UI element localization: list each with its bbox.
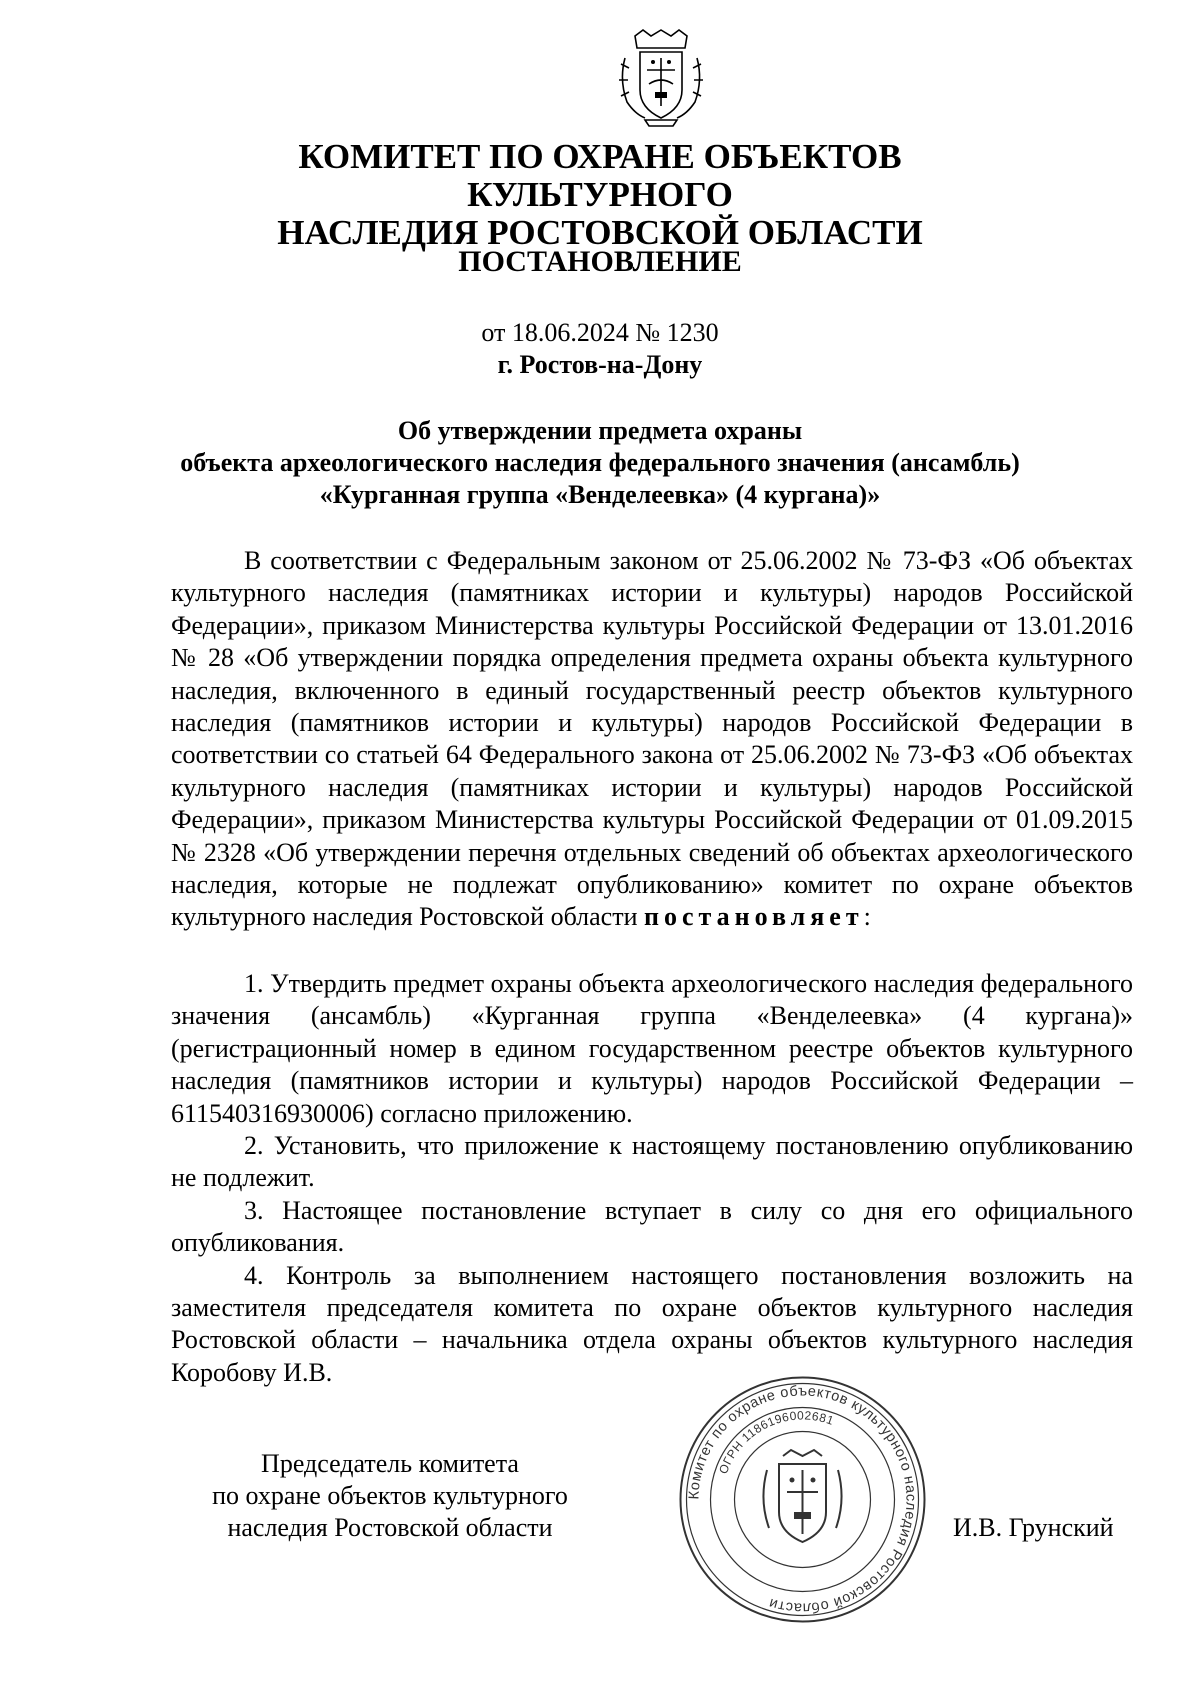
signatory-name: И.В. Грунский — [953, 1513, 1114, 1542]
resolution-item-4: 4. Контроль за выполнением настоящего постановления возложить на заместителя председателя комитета по охране объектов культурного наследия Ростовской области – начальника отдела охраны объектов культурного наследия Коробову И.В. — [171, 1260, 1133, 1387]
document-city: г. Ростов-на-Дону — [497, 350, 703, 379]
signatory-position-line1: Председатель комитета — [261, 1449, 519, 1478]
document-body — [171, 545, 1133, 1389]
coat-of-arms-icon — [615, 28, 707, 128]
organization-name-line1: КОМИТЕТ ПО ОХРАНЕ ОБЪЕКТОВ КУЛЬТУРНОГО — [298, 137, 902, 214]
document-type: ПОСТАНОВЛЕНИЕ — [458, 245, 742, 278]
document-date-number: от 18.06.2024 № 1230 — [481, 318, 719, 347]
signatory-position-line3: наследия Ростовской области — [227, 1513, 553, 1542]
resolution-item-1: 1. Утвердить предмет охраны объекта археологического наследия федерального значения (ансамбль) «Курганная группа «Венделеевка» (4 кургана)» (регистрационный номер в едином государственном реестре объектов культурного наследия (памятников истории и культуры) народов Российской Федерации – 611540316930006) согласно приложению. — [171, 968, 1133, 1128]
subject-line2: объекта археологического наследия федерального значения (ансамбль) — [180, 448, 1020, 477]
organization-name-line2: НАСЛЕДИЯ РОСТОВСКОЙ ОБЛАСТИ — [277, 213, 923, 252]
subject-line3: «Курганная группа «Венделеевка» (4 кургана)» — [319, 480, 881, 509]
resolution-item-2: 2. Установить, что приложение к настоящему постановлению опубликованию не подлежит. — [171, 1130, 1133, 1193]
preamble-paragraph — [171, 545, 1133, 934]
organization-name — [170, 138, 1030, 252]
seal-reg-text: ОГРН 1186196002681 — [716, 1408, 836, 1476]
subject-line1: Об утверждении предмета охраны — [397, 416, 803, 445]
resolution-item-3: 3. Настоящее постановление вступает в силу со дня его официального опубликования. — [171, 1195, 1133, 1258]
preamble-colon: : — [863, 902, 871, 932]
preamble-text: В соответствии с Федеральным законом от 25.06.2002 № 73-ФЗ «Об объектах культурного наследия (памятниках истории и культуры) народов Российской Федерации», приказом Министерства культуры Российской Федерации от 13.01.2016 № 28 «Об утверждении порядка определения предмета охраны объекта культурного наследия, включенного в единый государственный реестр объектов культурного наследия (памятников истории и культуры) народов Российской Федерации в соответствии со статьей 64 Федерального закона от 25.06.2002 № 73-ФЗ «Об объектах культурного наследия (памятниках истории и культуры) народов Российской Федерации», приказом Министерства культуры Российской Федерации от 01.09.2015 № 2328 «Об утверждении перечня отдельных сведений об объектах археологического наследия, которые не подлежат опубликованию» комитет по охране объектов культурного наследия Ростовской области — [171, 546, 1133, 932]
resolves-word: постановляет — [644, 902, 864, 932]
document-subject — [170, 415, 1030, 511]
signatory-position — [180, 1448, 600, 1544]
official-seal-icon — [675, 1372, 930, 1627]
signatory-position-line2: по охране объектов культурного — [212, 1481, 568, 1510]
seal-outer-text: Комитет по охране объектов культурного наследия Ростовской области — [686, 1383, 919, 1616]
